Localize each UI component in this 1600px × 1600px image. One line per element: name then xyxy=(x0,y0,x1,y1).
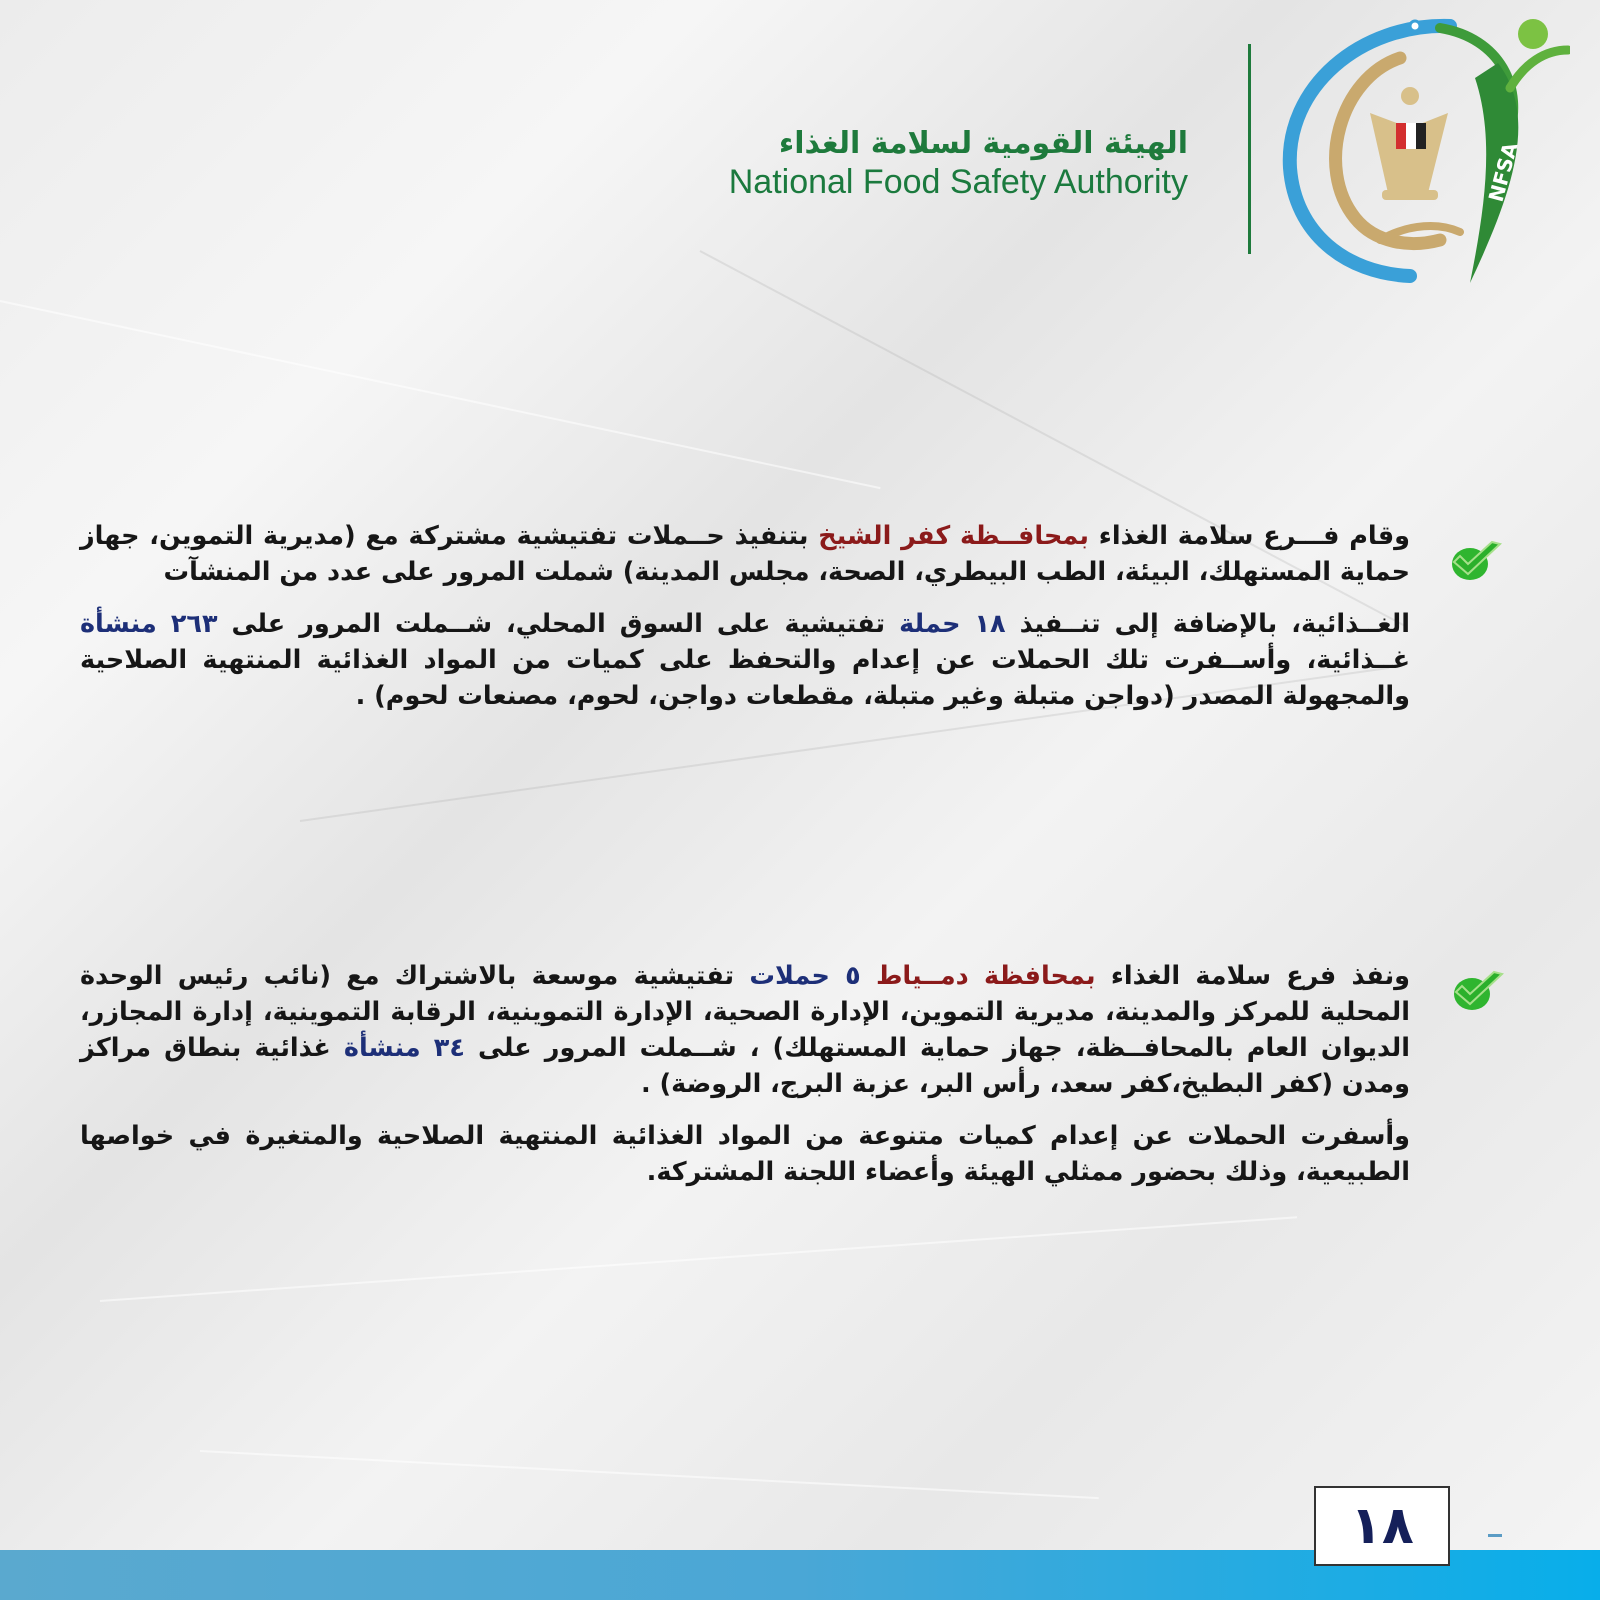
text-run: تفتيشية موسعة بالاشتراك مع (نائب رئيس الوحدة المحلية للمركز والمدينة، مديرية التموين، الإدارة الصحية، الإدارة التموينية، الرقابة التموينية، إدارة المجازر، xyxy=(80,961,1410,1027)
paper-crease xyxy=(200,1450,1099,1499)
text-run: الديوان العام بالمحافــظة، جهاز حماية المستهلك) ، شــملت المرور على xyxy=(464,1033,1410,1063)
text-run: ونفذ فرع سلامة الغذاء xyxy=(1095,961,1411,991)
page-number xyxy=(1314,1486,1450,1566)
governorate-name: بمحافظة دمــياط xyxy=(875,961,1096,991)
text-run: غذائية بنطاق مراكز ومدن (كفر البطيخ،كفر سعد، رأس البر، عزبة البرج، الروضة) . xyxy=(80,1033,1410,1099)
section-1-para-2 xyxy=(80,606,1410,714)
text-run: بتنفيذ حــملات تفتيشية مشتركة مع (مديرية التموين، جهاز حماية المستهلك، البيئة، الطب البيطري، الصحة، مجلس المدينة) شملت المرور على عدد من المنشآت xyxy=(80,521,1410,587)
paper-crease xyxy=(100,1216,1297,1302)
org-name-english: National Food Safety Authority xyxy=(728,163,1188,201)
text-run: غــذائية، وأســفرت تلك الحملات عن إعدام والتحفظ على كميات من المواد الغذائية المنتهية الصلاحية والمجهولة المصدر (دواجن متبلة وغير متبلة، مقطعات دواجن، لحوم، مصنعات لحوم) . xyxy=(80,645,1410,711)
page-number-text: ١٨ xyxy=(1350,1496,1414,1556)
text-run: الغــذائية، بالإضافة إلى تنــفيذ xyxy=(1005,609,1410,639)
check-icon xyxy=(1448,538,1502,582)
section-2-para-2 xyxy=(80,1118,1410,1190)
logo-head xyxy=(1518,19,1548,49)
paper-crease xyxy=(0,300,881,489)
org-name-block xyxy=(729,126,1188,202)
text-run xyxy=(861,961,876,991)
text-run: تفتيشية على السوق المحلي، شــملت المرور على xyxy=(217,609,900,639)
campaign-count: ١٨ حملة xyxy=(899,609,1006,639)
eagle-emblem-icon xyxy=(1370,87,1448,200)
logo-text: NFSA xyxy=(1483,139,1523,205)
governorate-name: بمحافــظة كفر الشيخ xyxy=(818,521,1090,551)
facility-count: ٣٤ منشأة xyxy=(343,1033,465,1063)
facility-count: ٢٦٣ منشأة xyxy=(80,609,218,639)
footer-dash xyxy=(1488,1534,1502,1537)
nfsa-logo xyxy=(1270,18,1570,298)
text-run: وقام فـــرع سلامة الغذاء xyxy=(1089,521,1411,551)
section-damietta xyxy=(80,958,1410,1190)
logo-dot xyxy=(1410,21,1420,31)
check-icon xyxy=(1450,968,1504,1012)
org-name-arabic: الهيئة القومية لسلامة الغذاء xyxy=(778,126,1188,161)
header-divider xyxy=(1248,44,1251,254)
campaign-count: ٥ حملات xyxy=(749,961,861,991)
text-run: وأسفرت الحملات عن إعدام كميات متنوعة من المواد الغذائية المنتهية الصلاحية والمتغيرة في خواصها الطبيعية، وذلك بحضور ممثلي الهيئة وأعضاء اللجنة المشتركة. xyxy=(80,1121,1410,1187)
section-kafr-el-sheikh xyxy=(80,518,1410,714)
section-2-para-1 xyxy=(80,958,1410,1102)
section-1-para-1 xyxy=(80,518,1410,590)
